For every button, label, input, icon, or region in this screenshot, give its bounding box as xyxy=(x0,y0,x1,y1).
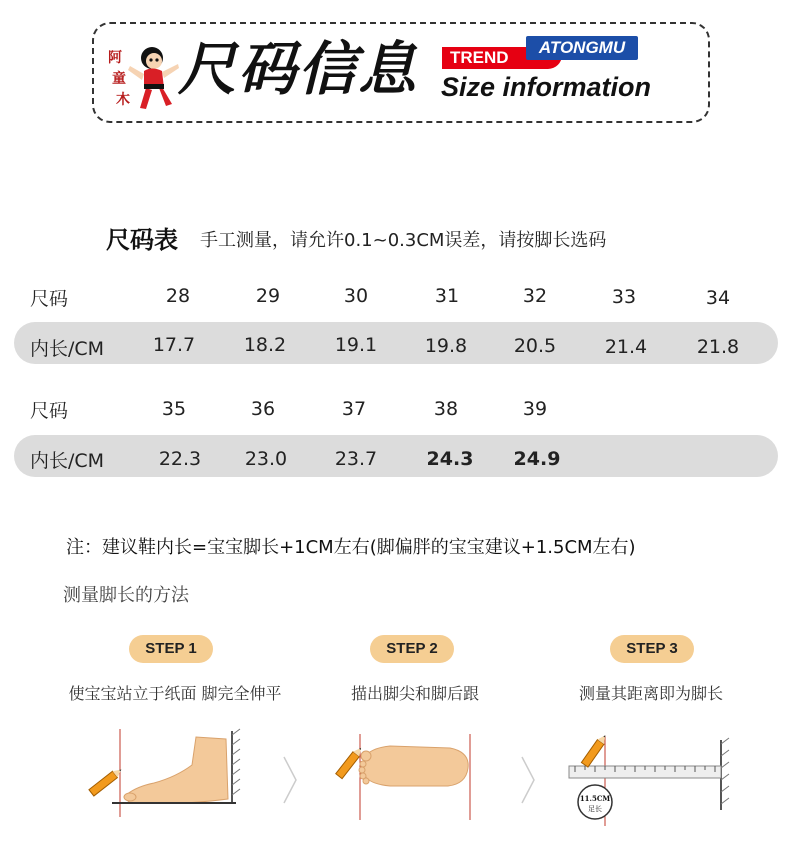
size-cell: 33 xyxy=(611,286,637,308)
size-cell: 29 xyxy=(255,285,281,307)
length-cell: 24.3 xyxy=(426,448,474,470)
mascot-logo xyxy=(104,36,182,114)
size-cell: 28 xyxy=(165,285,191,307)
length-cell: 21.4 xyxy=(604,336,648,358)
size-cell: 30 xyxy=(343,285,369,307)
length-cell: 22.3 xyxy=(158,448,202,470)
length-row-label: 内长/CM xyxy=(30,450,105,472)
mascot-char-2: 童 xyxy=(112,71,126,87)
length-cell: 23.7 xyxy=(334,448,378,470)
size-cell: 31 xyxy=(434,285,460,307)
size-cell: 38 xyxy=(433,398,459,420)
measure-badge-label: 足长 xyxy=(588,805,602,813)
length-cell: 21.8 xyxy=(696,336,740,358)
step-1-description: 使宝宝站立于纸面 脚完全伸平 xyxy=(68,684,282,703)
size-cell: 35 xyxy=(161,398,187,420)
size-cell: 34 xyxy=(705,287,731,309)
length-cell: 20.5 xyxy=(513,335,557,357)
page-title-cn: 尺码信息 xyxy=(178,35,419,103)
step-1-foot-side-illustration xyxy=(84,725,244,830)
size-cell: 37 xyxy=(341,398,367,420)
length-cell: 19.8 xyxy=(424,335,468,357)
size-table-title: 尺码表 xyxy=(106,226,178,254)
brand-logo: ATONGMU xyxy=(526,36,638,60)
chevron-right-icon xyxy=(518,755,538,805)
size-cell: 39 xyxy=(522,398,548,420)
step-3-badge: STEP 3 xyxy=(610,635,694,663)
length-cell: 23.0 xyxy=(244,448,288,470)
measure-badge-value: 11.5CM xyxy=(579,794,611,803)
size-row-label: 尺码 xyxy=(30,288,69,310)
mascot-char-3: 木 xyxy=(116,92,130,108)
chevron-right-icon xyxy=(280,755,300,805)
size-cell: 32 xyxy=(522,285,548,307)
step-1-badge: STEP 1 xyxy=(129,635,213,663)
step-2-description: 描出脚尖和脚后跟 xyxy=(350,684,479,703)
step-3-ruler-measure-illustration xyxy=(565,730,735,830)
trend-tag: TREND xyxy=(442,47,562,69)
length-cell: 24.9 xyxy=(513,448,561,470)
mascot-figure-icon xyxy=(128,47,179,109)
step-2-foot-trace-illustration xyxy=(330,728,490,828)
size-table-subtitle: 手工测量，请允许0.1~0.3CM误差，请按脚长选码 xyxy=(200,230,607,251)
size-advice-note: 注：建议鞋内长=宝宝脚长+1CM左右(脚偏胖的宝宝建议+1.5CM左右) xyxy=(66,537,636,558)
length-cell: 19.1 xyxy=(334,334,378,356)
page-title-en: Size information xyxy=(441,72,652,102)
size-cell: 36 xyxy=(250,398,276,420)
step-2-badge: STEP 2 xyxy=(370,635,454,663)
length-cell: 17.7 xyxy=(152,334,196,356)
pencil-icon xyxy=(89,766,124,796)
length-cell: 18.2 xyxy=(243,334,287,356)
length-row-label: 内长/CM xyxy=(30,338,105,360)
step-3-description: 测量其距离即为脚长 xyxy=(578,684,723,703)
mascot-char-1: 阿 xyxy=(108,50,122,66)
length-row-background xyxy=(14,435,778,477)
measure-method-title: 测量脚长的方法 xyxy=(63,585,189,606)
size-row-label: 尺码 xyxy=(30,400,69,422)
